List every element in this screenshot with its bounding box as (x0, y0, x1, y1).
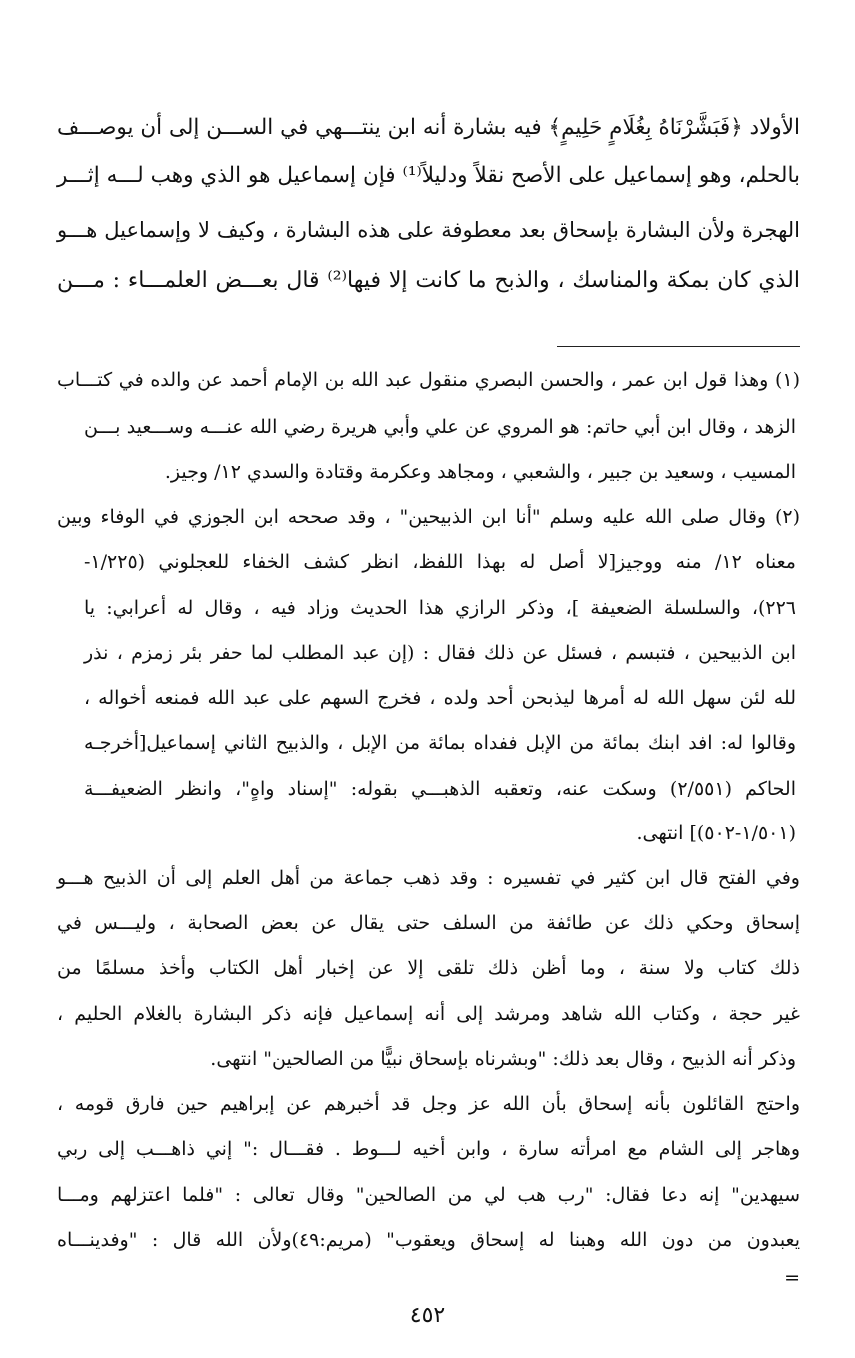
main-text-line: الهجرة ولأن البشارة بإسحاق بعد معطوفة على هذه البشارة ، وكيف لا وإسماعيل هـــو (57, 218, 800, 242)
footnote-line: معناه ١٢/ منه ووجيز[لا أصل له بهذا اللفظ، انظر كشف الخفاء للعجلوني (١/٢٢٥- (84, 551, 796, 573)
footnote-line: سيهدين" إنه دعا فقال: "رب هب لي من الصالحين" وقال تعالى : "فلما اعتزلهم ومـــا (57, 1184, 800, 1206)
main-text-line: الأولاد ﴿فَبَشَّرْنَاهُ بِغُلَامٍ حَلِيمٍ﴾ فيه بشارة أنه ابن ينتـــهي في الســـن إلى أن يوصـــف (57, 115, 800, 140)
footnote-line: وهاجر إلى الشام مع امرأته سارة ، وابن أخيه لـــوط . فقـــال :" إني ذاهـــب إلى ربي (57, 1138, 800, 1160)
footnote-line: واحتج القائلون بأنه إسحاق بأن الله عز وجل قد أخبرهم عن إبراهيم حين فارق قومه ، (57, 1093, 800, 1115)
page-number: ٤٥٢ (409, 1303, 446, 1328)
footnote-line: وذكر أنه الذبيح ، وقال بعد ذلك: "وبشرناه بإسحاق نبيًّا من الصالحين" انتهى. (210, 1048, 796, 1070)
footnote-line: ذلك كتاب ولا سنة ، وما أظن ذلك تلقى إلا عن إخبار أهل الكتاب وأخذ مسلمًا من (57, 957, 800, 979)
footnote-line: ٢٢٦)، والسلسلة الضعيفة ]، وذكر الرازي هذا الحديث وزاد فيه ، وقال له أعرابي: يا (84, 597, 796, 619)
footnote-line: لله لئن سهل الله له أمرها ليذبحن أحد ولده ، فخرج السهم على عبد الله فمنعه أخواله ، (84, 687, 796, 709)
footnote-line: وفي الفتح قال ابن كثير في تفسيره : وقد ذهب جماعة من أهل العلم إلى أن الذبيح هـــو (57, 867, 800, 889)
footnote-line: المسيب ، وسعيد بن جبير ، والشعبي ، ومجاهد وعكرمة وقتادة والسدي ١٢/ وجيز. (164, 461, 796, 483)
footnote-line: الحاكم (٢/٥٥١) وسكت عنه، وتعقبه الذهبـــي بقوله: "إسناد واهٍ"، وانظر الضعيفـــة (84, 778, 796, 800)
footnote-separator (557, 346, 800, 347)
footnote-line: (١/٥٠١-٥٠٢)] انتهى. (636, 822, 796, 844)
footnote-line: يعبدون من دون الله وهبنا له إسحاق ويعقوب" (مريم:٤٩)ولأن الله قال : "وفدينـــاه (57, 1229, 801, 1251)
main-text-line: بالحلم، وهو إسماعيل على الأصح نقلاً ودليلاً⁽¹⁾ فإن إسماعيل هو الذي وهب لـــه إثـــر (57, 163, 800, 188)
footnote-line: (١) وهذا قول ابن عمر ، والحسن البصري منقول عبد الله بن الإمام أحمد عن والده في كتـــاب (57, 369, 800, 391)
footnote-line: ابن الذبيحين ، فتبسم ، فسئل عن ذلك فقال : (إن عبد المطلب لما حفر بئر زمزم ، نذر (84, 642, 796, 664)
footnote-line: وقالوا له: افد ابنك بمائة من الإبل ففداه بمائة من الإبل ، والذبيح الثاني إسماعيل[أخرجـه (84, 732, 796, 754)
continuation-mark: = (784, 1267, 800, 1289)
footnote-line: (٢) وقال صلى الله عليه وسلم "أنا ابن الذبيحين" ، وقد صححه ابن الجوزي في الوفاء وبين (57, 506, 800, 528)
footnote-line: الزهد ، وقال ابن أبي حاتم: هو المروي عن علي وأبي هريرة رضي الله عنـــه وســـعيد بـــن (84, 416, 796, 438)
main-text-line: الذي كان بمكة والمناسك ، والذبح ما كانت إلا فيها⁽²⁾ قال بعـــض العلمـــاء : مـــن (57, 268, 800, 293)
footnote-line: غير حجة ، وكتاب الله شاهد ومرشد إلى أنه إسماعيل فإنه ذكر البشارة بالغلام الحليم ، (57, 1003, 800, 1025)
footnote-line: إسحاق وحكي ذلك عن طائفة من السلف حتى يقال عن بعض الصحابة ، وليـــس في (57, 912, 800, 934)
